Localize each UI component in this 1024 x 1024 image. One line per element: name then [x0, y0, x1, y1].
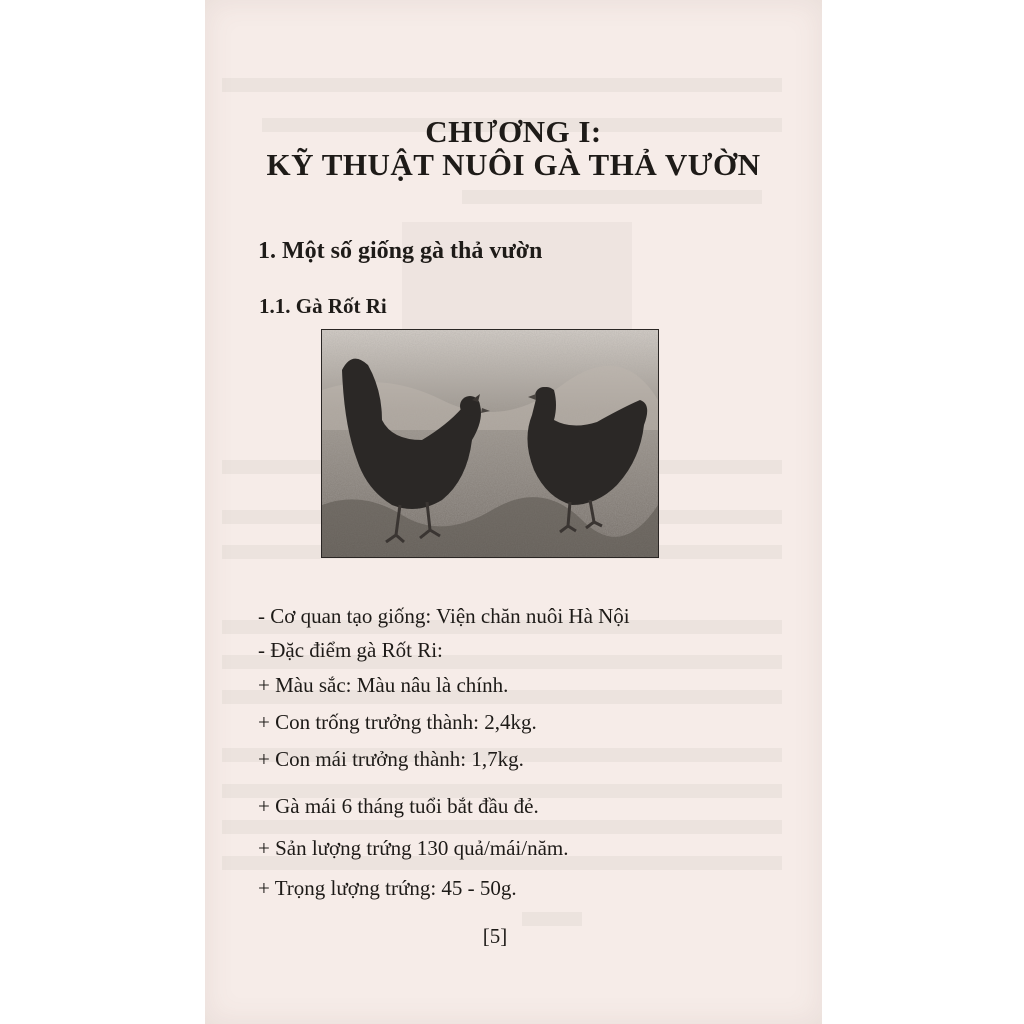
egg-weight-line: + Trọng lượng trứng: 45 - 50g. — [258, 876, 517, 900]
chicken-photo — [321, 329, 659, 558]
laying-age-line: + Gà mái 6 tháng tuổi bắt đầu đẻ. — [258, 794, 539, 818]
hen-weight-line: + Con mái trưởng thành: 1,7kg. — [258, 747, 524, 771]
chapter-label: CHƯƠNG I: — [425, 114, 602, 149]
egg-yield-line: + Sản lượng trứng 130 quả/mái/năm. — [258, 836, 569, 860]
section-heading: 1. Một số giống gà thả vườn — [258, 238, 543, 264]
breed-characteristics-line: - Đặc điểm gà Rốt Ri: — [258, 638, 443, 662]
rooster-weight-line: + Con trống trưởng thành: 2,4kg. — [258, 710, 537, 734]
breeding-agency-line: - Cơ quan tạo giống: Viện chăn nuôi Hà Nội — [258, 604, 630, 628]
subsection-heading: 1.1. Gà Rốt Ri — [259, 294, 387, 318]
chapter-title: KỸ THUẬT NUÔI GÀ THẢ VƯỜN — [266, 147, 761, 182]
page-number: [5] — [482, 924, 508, 948]
color-line: + Màu sắc: Màu nâu là chính. — [258, 673, 509, 697]
